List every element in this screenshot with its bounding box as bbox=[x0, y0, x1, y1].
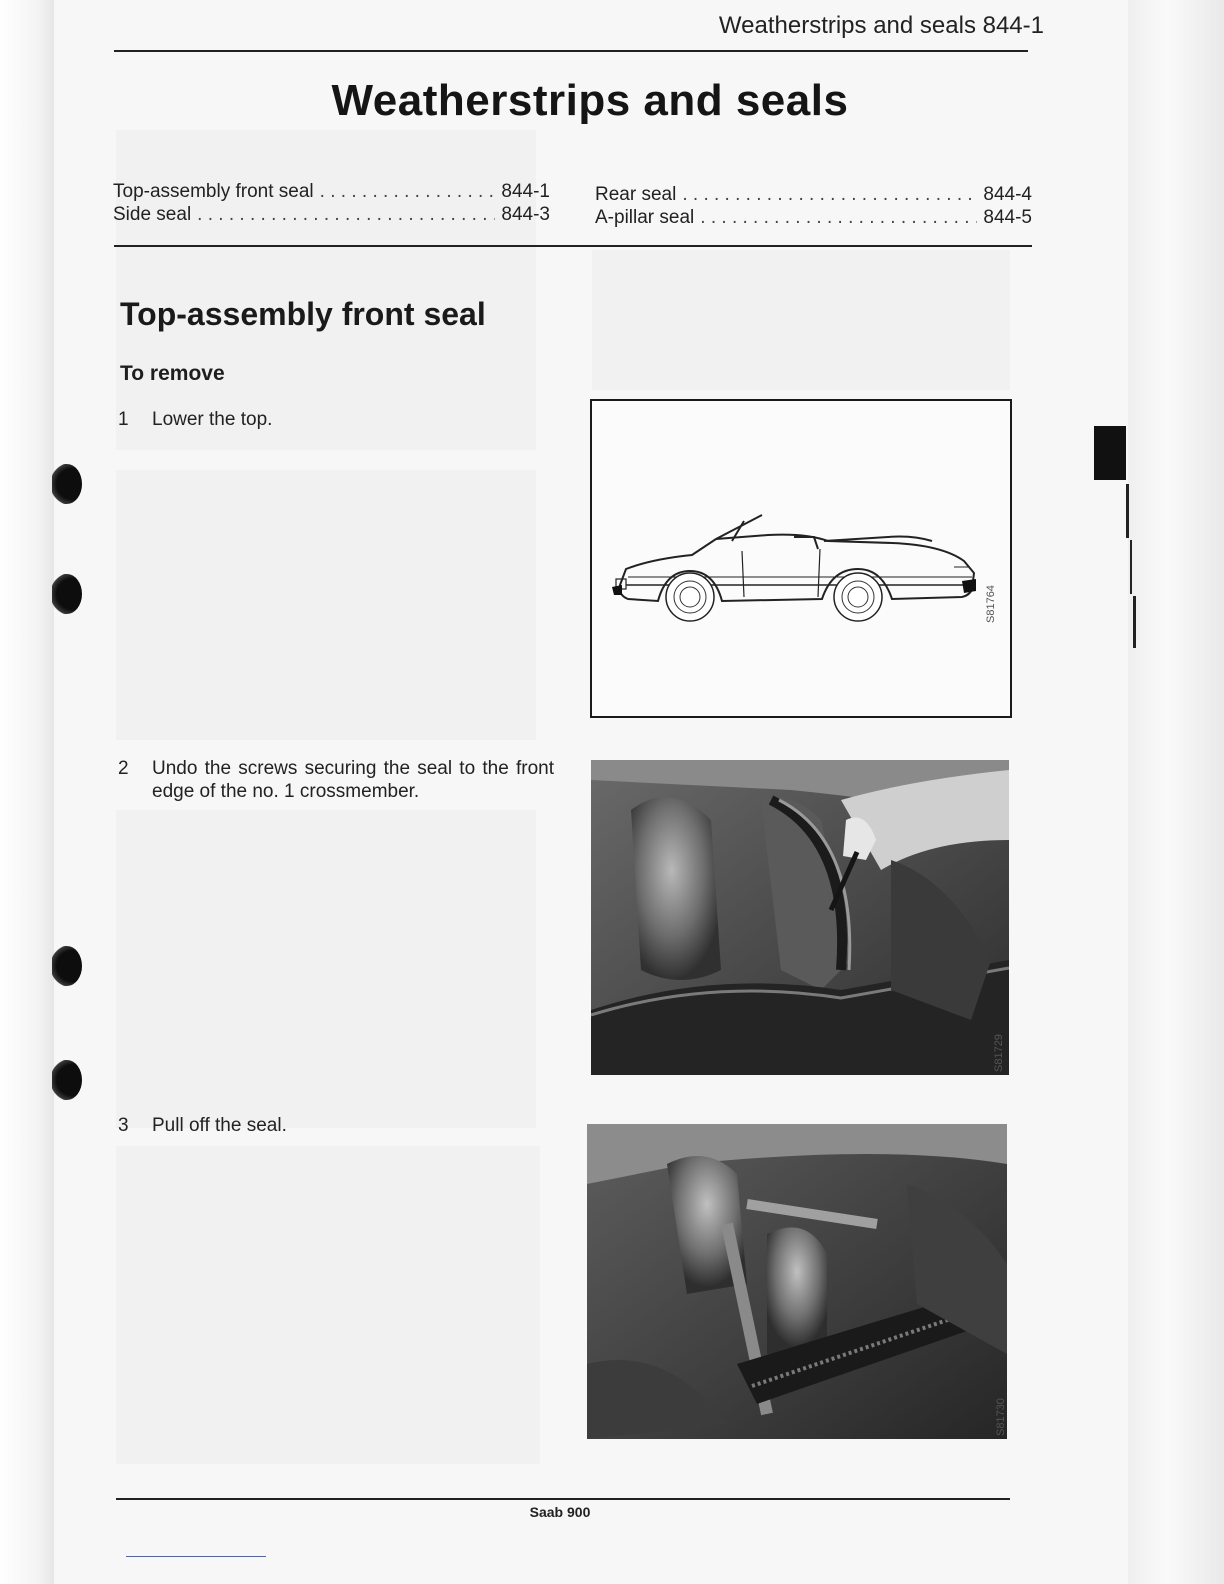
step-text: Undo the screws securing the seal to the front edge of the no. 1 crossmember. bbox=[152, 758, 554, 802]
page-binding-edge bbox=[0, 0, 54, 1584]
page-title: Weatherstrips and seals bbox=[331, 76, 849, 125]
subhead-to-remove: To remove bbox=[120, 362, 225, 385]
toc-entry-label: Side seal bbox=[113, 204, 192, 225]
bottom-underline bbox=[126, 1556, 266, 1557]
toc-entry[interactable] bbox=[113, 180, 550, 203]
toc-left bbox=[113, 180, 550, 226]
toc-entry-label: A-pillar seal bbox=[595, 207, 695, 228]
seal-removal-photo bbox=[587, 1124, 1007, 1439]
figure-code: S81764 bbox=[985, 585, 997, 623]
binder-hole bbox=[52, 464, 82, 504]
bleed-through-block bbox=[116, 130, 536, 450]
section-title: Top-assembly front seal bbox=[120, 296, 486, 332]
footer-rule bbox=[116, 1498, 1010, 1500]
footer-text: Saab 900 bbox=[529, 1504, 591, 1520]
running-head: Weatherstrips and seals 844-1 bbox=[718, 12, 1044, 39]
bleed-through-block bbox=[116, 1146, 540, 1464]
toc-leader-dots bbox=[700, 206, 977, 229]
tab-edge-line bbox=[1130, 540, 1132, 594]
toc-entry-page: 844-3 bbox=[501, 204, 550, 225]
toc-leader-dots bbox=[682, 183, 977, 206]
bleed-through-block bbox=[592, 250, 1010, 390]
page-right-margin bbox=[1128, 0, 1224, 1584]
tab-edge-line bbox=[1133, 596, 1136, 648]
binder-hole bbox=[52, 1060, 82, 1100]
binder-hole bbox=[52, 574, 82, 614]
toc-entry-page: 844-5 bbox=[983, 207, 1032, 228]
toc-entry[interactable] bbox=[113, 203, 550, 226]
toc-entry-label: Rear seal bbox=[595, 184, 677, 205]
chapter-tab-marker bbox=[1094, 426, 1126, 480]
step-2 bbox=[118, 757, 554, 803]
step-3 bbox=[118, 1114, 554, 1137]
toc-right bbox=[595, 183, 1032, 229]
step-number: 1 bbox=[118, 409, 129, 430]
figure-code: S81729 bbox=[993, 1034, 1005, 1072]
toc-entry-page: 844-1 bbox=[501, 181, 550, 202]
figure-code: S81730 bbox=[995, 1398, 1007, 1436]
figure-screwdriver-seal bbox=[591, 760, 1009, 1075]
binder-hole bbox=[52, 946, 82, 986]
header-rule bbox=[114, 50, 1028, 52]
toc-entry-label: Top-assembly front seal bbox=[113, 181, 314, 202]
step-number: 2 bbox=[118, 758, 129, 779]
screwdriver-on-seal-photo bbox=[591, 760, 1009, 1075]
tab-edge-line bbox=[1126, 484, 1129, 538]
figure-seal-removal bbox=[587, 1124, 1007, 1439]
step-1 bbox=[118, 408, 554, 431]
bleed-through-block bbox=[116, 810, 536, 1128]
toc-entry[interactable] bbox=[595, 183, 1032, 206]
step-text: Lower the top. bbox=[152, 409, 273, 430]
toc-rule bbox=[114, 245, 1032, 247]
toc-entry-page: 844-4 bbox=[983, 184, 1032, 205]
toc-leader-dots bbox=[197, 203, 495, 226]
figure-convertible-car bbox=[590, 399, 1012, 718]
bleed-through-block bbox=[116, 470, 536, 740]
step-text: Pull off the seal. bbox=[152, 1115, 287, 1136]
toc-leader-dots bbox=[320, 180, 496, 203]
convertible-car-illustration bbox=[592, 401, 1010, 716]
step-number: 3 bbox=[118, 1115, 129, 1136]
toc-entry[interactable] bbox=[595, 206, 1032, 229]
